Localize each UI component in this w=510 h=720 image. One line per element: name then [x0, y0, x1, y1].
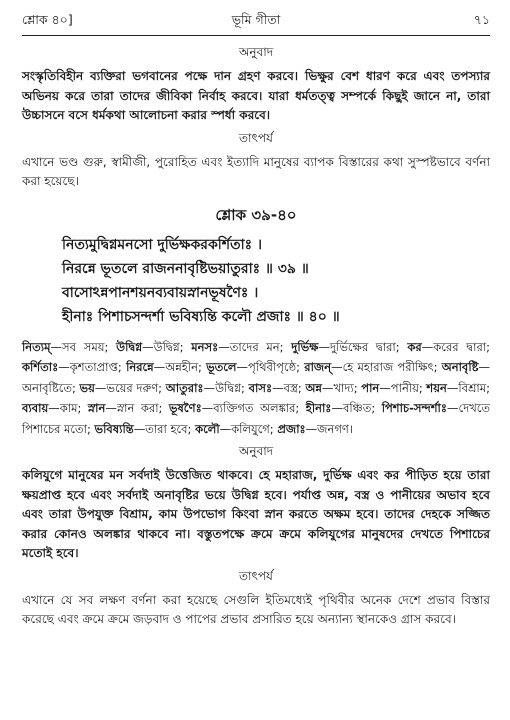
verse-line: নিত্যমুদ্বিগ্নমনসো দুর্ভিক্ষকরকর্শিতাঃ । — [62, 236, 262, 253]
synonym-meaning: —খাদ্য; — [321, 380, 362, 395]
synonym-meaning: —বস্ত্র; — [272, 380, 306, 395]
purport-text: এখানে ভণ্ড গুরু, স্বামীজী, পুরোহিত এবং ইত্যাদি মানুষের ব্যাপক বিস্তারের কথা সুস্পষ্টভাবে বর্ণনা করা হয়েছে। — [22, 154, 490, 188]
synonym-term: নিরন্নে — [126, 360, 154, 374]
synonym-meaning: —পৃথিবীপৃষ্ঠে; — [236, 360, 305, 374]
synonym-term: পিশাচ-সন্দর্শাঃ — [381, 401, 447, 415]
purport-heading: তাৎপর্য — [239, 130, 273, 145]
synonym-term: হীনাঃ — [305, 401, 332, 415]
synonym-term: কলৌ — [195, 421, 220, 436]
header-rule — [22, 35, 490, 36]
synonym-term: ভূতলে — [206, 360, 237, 374]
synonym-term: দুর্ভিক্ষ — [291, 339, 319, 354]
synonym-meaning: —হে মহারাজ পরীক্ষিৎ; — [331, 360, 442, 374]
running-title: ভূমি গীতা — [231, 12, 281, 27]
synonym-meaning: —অনাবৃষ্টিতে; — [22, 360, 491, 395]
sanskrit-verse — [62, 233, 490, 329]
synonym-term: ভবিষ্যন্তি — [94, 421, 134, 436]
translation-heading: অনুবাদ — [238, 45, 274, 59]
synonym-meaning: —বিশ্রাম; — [446, 380, 491, 395]
synonym-term: অন্ন — [305, 380, 322, 395]
synonym-term: বাসঃ — [248, 380, 273, 395]
synonym-term: আতুরাঃ — [165, 380, 204, 395]
synonym-meaning: —তারা হবে; — [133, 421, 196, 436]
purport-heading-2: তাৎপর্য — [239, 568, 273, 583]
word-for-word-synonyms — [22, 337, 490, 440]
translation-text: সংস্কৃতিবিহীন ব্যক্তিরা ভগবানের পক্ষে দান গ্রহণ করবে। ভিক্ষুর বেশ ধারণ করে এবং তপস্যার অভিনয় করে তারা তাদের জীবিকা নির্বাহ করবে। যারা ধর্মতত্ত্ব সম্পর্কে কিছুই জানে না, তারা উচ্চাসনে বসে ধর্মকথা আলোচনা করার স্পর্ধা করবে। — [22, 69, 490, 122]
synonym-meaning: —দেখতে পিশাচের মতো; — [22, 401, 491, 436]
page-header — [22, 10, 490, 32]
purport-text-2: এখানে যে সব লক্ষণ বর্ণনা করা হয়েছে সেগুলি ইতিমধ্যেই পৃথিবীর অনেক দেশে প্রভাব বিস্তার করেছে এবং ক্রমে ক্রমে জড়বাদ ও পাপের প্রভাব প্রসারিত হয়ে অন্যান্য স্থানকেও গ্রাস করবে। — [22, 592, 490, 626]
synonym-term: মনসঃ — [191, 339, 219, 354]
synonym-term: উদ্বিগ্ন — [116, 339, 143, 354]
synonym-meaning: —ভয়ের দরুণ; — [94, 380, 166, 395]
synonym-meaning: —করের দ্বারা; — [421, 339, 490, 354]
synonym-term: শয়ন — [426, 380, 447, 395]
synonym-meaning: —কৃশতাপ্রাপ্ত; — [58, 360, 127, 374]
synonym-meaning: —পানীয়; — [379, 380, 427, 395]
synonym-meaning: —অন্নহীন; — [153, 360, 207, 374]
synonym-meaning: —স্নান করা; — [105, 401, 169, 415]
synonym-meaning: —বঞ্চিত; — [331, 401, 382, 415]
synonym-term: ভয় — [79, 380, 95, 395]
synonym-meaning: —কলিযুগে; — [219, 421, 278, 436]
synonym-meaning: —দুর্ভিক্ষের দ্বারা; — [318, 339, 408, 354]
synonym-term: স্নান — [87, 401, 106, 415]
synonym-term: নিত্যম্ — [22, 339, 51, 354]
synonym-term: রাজন্ — [304, 360, 332, 374]
synonym-term: কর্শিতাঃ — [22, 360, 59, 374]
synonym-meaning: —তাদের মন; — [218, 339, 292, 354]
synonym-term: অনাবৃষ্টি — [441, 360, 479, 374]
synonym-term: ভূষণৈঃ — [168, 401, 202, 415]
synonym-meaning: —কাম; — [48, 401, 88, 415]
verse-line: নিরন্নে ভূতলে রাজননাবৃষ্টিভয়াতুরাঃ ॥ ৩৯ ॥ — [62, 260, 309, 277]
verse-line: হীনাঃ পিশাচসন্দর্শা ভবিষ্যন্তি কলৌ প্রজাঃ ॥ ৪০ ॥ — [62, 308, 340, 325]
synonym-meaning: —জনগণ। — [305, 421, 353, 436]
synonym-term: পান — [361, 380, 380, 395]
synonym-term: ব্যবায় — [22, 401, 49, 415]
synonym-meaning: —সব সময়; — [50, 339, 117, 354]
verse-reference: শ্লোক ৪০] — [22, 12, 73, 27]
page-number: ৭১ — [473, 12, 490, 27]
verse-line: বাসোঽন্নপানশয়নব্যবায়স্নানভূষণৈঃ । — [62, 284, 259, 301]
synonym-meaning: —ব্যক্তিগত অলঙ্কার; — [201, 401, 306, 415]
synonym-term: কর — [407, 339, 422, 354]
translation-heading-2: অনুবাদ — [238, 444, 274, 458]
synonym-meaning: —উদ্বিগ্ন; — [203, 380, 249, 395]
verse-title: শ্লোক ৩৯-৪০ — [215, 205, 297, 224]
synonym-term: প্রজাঃ — [277, 421, 306, 436]
translation-text-2: কলিযুগে মানুষের মন সর্বদাই উত্তেজিত থাকবে। হে মহারাজ, দুর্ভিক্ষ এবং কর পীড়িত হয়ে তারা ক্ষয়প্রাপ্ত হবে এবং সর্বদাই অনাবৃষ্টির ভয়ে উদ্বিগ্ন হবে। পর্যাপ্ত অন্ন, বস্ত্র ও পানীয়ের অভাব হবে এবং তারা উপযুক্ত বিশ্রাম, কাম উপভোগ কিংবা স্নান করতে অক্ষম হবে। তাদের দেহকে সজ্জিত করার কোনও অলঙ্কার থাকবে না। বস্তুতপক্ষে ক্রমে ক্রমে কলিযুগের মানুষদের দেখতে পিশাচের মতোই হবে। — [22, 468, 490, 560]
synonym-meaning: —উদ্বিগ্ন; — [142, 339, 192, 354]
